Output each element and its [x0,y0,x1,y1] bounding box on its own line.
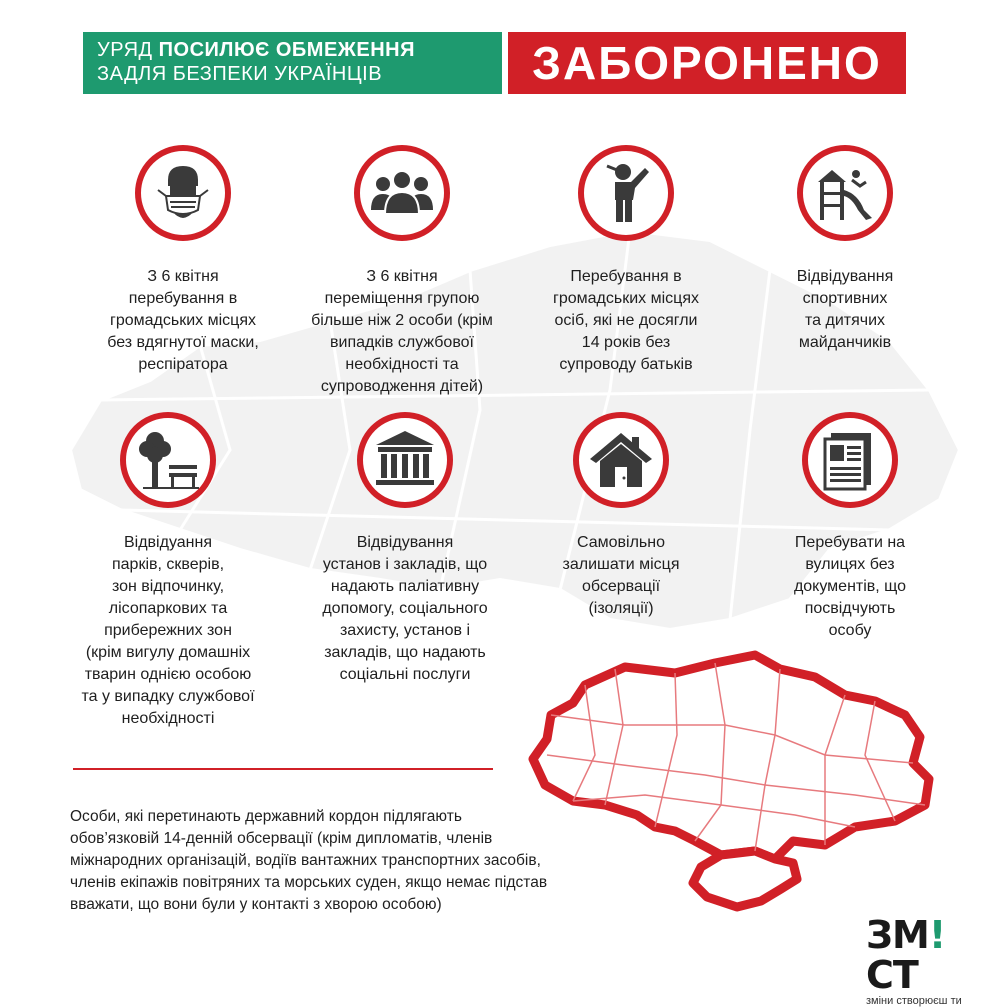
prohibition-caption: Перебувати на вулицях без документів, що посвідчують особу [793,534,907,639]
prohibition-circle [802,412,898,508]
prohibition-item-institutions [290,412,520,686]
prohibition-item-children [511,145,741,376]
border-crossing-note: Особи, які перетинають державний кордон підлягають обов’язковій 14-денній обсервації (крім дипломатів, членів міжнародних організацій, водіїв вантажних транспортних засобів, членів екіпажів повітряних та морських суден, якщо немає підстав вважати, що вони були у контакті з хворою особою) [70,808,548,913]
prohibition-circle [797,145,893,241]
prohibition-item-documents [735,412,965,642]
face-mask-icon [150,160,216,226]
header-prefix-text: УРЯД [97,39,159,61]
prohibition-circle [573,412,669,508]
prohibition-caption: Відвідуання парків, скверів, зон відпочинку, лісопаркових та прибережних зон (крім вигулу домашніх тварин однією особою та у випадку службової необхідності [81,534,255,727]
playground-slide-icon [812,160,878,226]
prohibition-caption: Самовільно залишати місця обсервації (ізоляції) [562,534,680,617]
prohibition-circle [354,145,450,241]
header-title: ЗАБОРОНЕНО [532,37,882,89]
park-tree-bench-icon [135,427,201,493]
ukraine-map-outline [525,655,935,915]
header-line-1 [97,38,488,62]
divider-line [73,768,493,770]
prohibition-caption: З 6 квітня перебування в громадських місцях без вдягнутої маски, респіратора [107,268,259,373]
prohibition-circle [357,412,453,508]
prohibition-caption: Відвідування установ і закладів, що надають паліативну допомогу, соціального захисту, установ і закладів, що надають соціальні послуги [322,534,488,683]
prohibition-circle [135,145,231,241]
prohibition-item-isolation [506,412,736,620]
institution-building-icon [372,427,438,493]
header-bold-text: ПОСИЛЮЄ ОБМЕЖЕННЯ [158,39,415,61]
prohibition-circle [120,412,216,508]
header-line-2: ЗАДЛЯ БЕЗПЕКИ УКРАЇНЦІВ [97,63,383,85]
header-title-banner [508,32,906,94]
prohibition-item-playgrounds [730,145,960,354]
prohibition-caption: Відвідування спортивних та дитячих майданчиків [796,268,894,351]
prohibition-item-group [287,145,517,398]
prohibition-caption: З 6 квітня переміщення групою більше ніж 2 особи (крім випадків службової необхідності та супроводження дітей) [311,268,493,395]
logo-tagline: зміни створюєш ти [866,995,962,1007]
prohibition-item-mask [68,145,298,376]
header-subtitle-panel [83,32,502,94]
prohibition-circle [578,145,674,241]
prohibition-caption: Перебування в громадських місцях осіб, які не досягли 14 років без супроводу батьків [553,268,699,373]
group-icon [369,160,435,226]
child-icon [593,160,659,226]
zmist-logo [866,915,976,1008]
prohibition-item-parks [53,412,283,730]
logo-wordmark: ЗМ!СТ [866,913,946,997]
documents-icon [817,427,883,493]
house-icon [588,427,654,493]
